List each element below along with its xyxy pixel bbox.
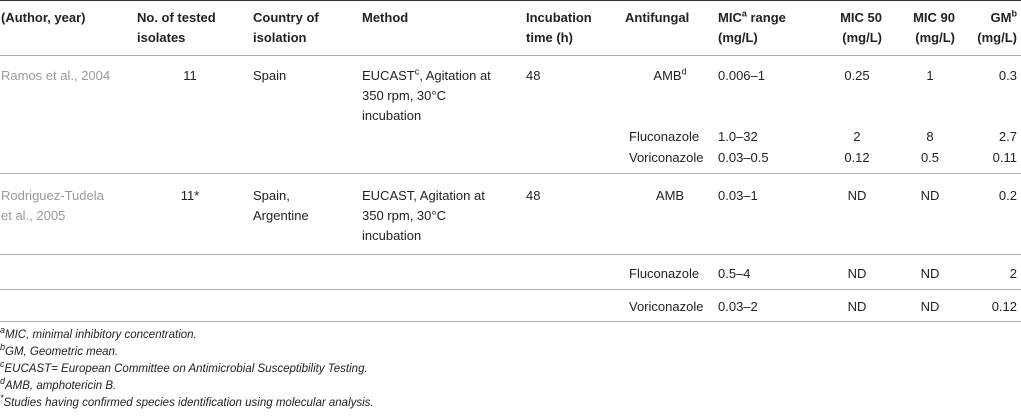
study-2-row-2-mic-range: 0.5–4 (718, 266, 751, 281)
study-1-row-1-gm: 0.3 (998, 68, 1017, 83)
study-1-method: EUCAST$^c$, Agitation at 350 rpm, 30°C incubation (362, 66, 491, 123)
study-2-row-1-antifungal: AMB (655, 188, 685, 203)
study-2-row-3-mic90: ND (920, 299, 940, 314)
study-1-row-2-mic90: 8 (926, 129, 934, 144)
study-1-row-2-mic-range: 1.0–32 (718, 129, 758, 144)
study-1-row-2-mic50: 2 (853, 129, 861, 144)
header-antifungal: Antifungal (625, 10, 690, 25)
table-bottom-rule (0, 321, 1021, 322)
study-2-row-1-gm: 0.2 (998, 188, 1017, 203)
footnote-b: $^b$GM, Geometric mean. (0, 342, 119, 358)
study-2-isolates: 11* (180, 188, 200, 203)
footnote-d: $^d$AMB, amphotericin B. (0, 376, 117, 392)
header-mic-range: MIC$^a$ range (mg/L) (718, 8, 786, 45)
study-2-method: EUCAST, Agitation at 350 rpm, 30°C incubation (362, 188, 485, 243)
study-1-author: Ramos et al., 2004 (1, 68, 111, 83)
study-1-row-1-mic50: 0.25 (844, 68, 870, 83)
header-mic90: MIC 90 (mg/L) (913, 10, 955, 45)
study-2-country: Spain, Argentine (253, 188, 309, 223)
study-2-author: Rodriguez-Tudela et al., 2005 (1, 188, 104, 223)
study-1-row-1-mic90: 1 (926, 68, 934, 83)
study-2-row-1-mic50: ND (847, 188, 867, 203)
study-2-row-2-antifungal: Fluconazole (629, 266, 700, 281)
study-2-row-3-mic50: ND (847, 299, 867, 314)
header-mic50: MIC 50 (mg/L) (840, 10, 882, 45)
study-1-row-2-antifungal: Fluconazole (629, 129, 700, 144)
study-1-row-1-antifungal: AMB$^d$ (653, 66, 687, 83)
study-1-row-3-mic-range: 0.03–0.5 (718, 150, 769, 165)
study-1-row-1-mic-range: 0.006–1 (718, 68, 765, 83)
study-1-incubation: 48 (526, 68, 541, 83)
study-1-row-3-mic90: 0.5 (920, 150, 940, 165)
header-country: Country of isolation (253, 10, 319, 45)
study-2-row-2-mic50: ND (847, 266, 867, 281)
study-2-incubation: 48 (526, 188, 541, 203)
study-2-row-1-mic90: ND (920, 188, 940, 203)
study-1-row-2-gm: 2.7 (998, 129, 1017, 144)
study-1-row-3-antifungal: Voriconazole (629, 150, 704, 165)
study-2-row-3-gm: 0.12 (991, 299, 1017, 314)
header-author-year: (Author, year) (1, 10, 86, 25)
row-separator-rule (0, 254, 1021, 255)
study-2-row-3-mic-range: 0.03–2 (718, 299, 758, 314)
study-1-country: Spain (253, 68, 287, 83)
footnote-c: $^c$EUCAST= European Committee on Antimicrobial Susceptibility Testing. (0, 359, 368, 375)
study-1-row-3-gm: 0.11 (992, 150, 1017, 165)
study-2-row-1-mic-range: 0.03–1 (718, 188, 758, 203)
header-method: Method (362, 10, 409, 25)
study-2-row-3-antifungal: Voriconazole (629, 299, 704, 314)
table-top-rule (0, 0, 1021, 1)
row-separator-rule-2 (0, 289, 1021, 290)
header-incubation: Incubation time (h) (526, 10, 592, 45)
header-isolates: No. of tested isolates (137, 10, 216, 45)
study-2-row-2-gm: 2 (1009, 266, 1017, 281)
study-1-isolates: 11 (183, 68, 197, 83)
study-2-row-2-mic90: ND (920, 266, 940, 281)
footnote-a: $^a$MIC, minimal inhibitory concentration. (0, 325, 197, 341)
footnote-star: *Studies having confirmed species identification using molecular analysis. (0, 393, 374, 409)
header-gm: $GM^b$ (mg/L) (977, 8, 1017, 45)
study-separator-rule (0, 173, 1021, 174)
header-bottom-rule (0, 55, 1021, 56)
study-1-row-3-mic50: 0.12 (844, 150, 870, 165)
